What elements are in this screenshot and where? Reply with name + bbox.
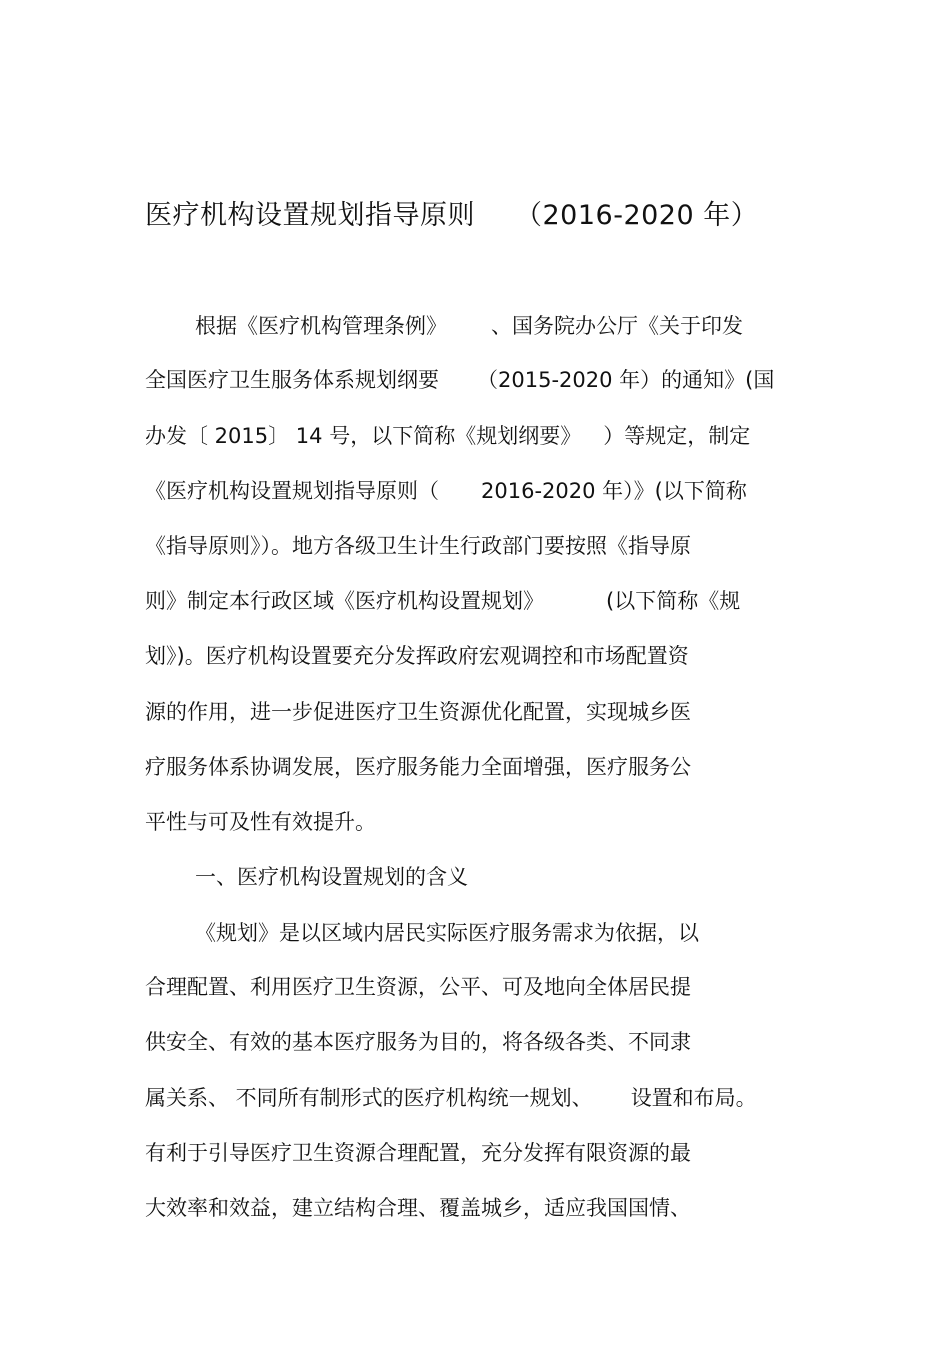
body-line: 大效率和效益，建立结构合理、覆盖城乡，适应我国国情、	[145, 1196, 691, 1220]
document-title	[145, 196, 758, 236]
body-line: 《医疗机构设置规划指导原则（ 2016-2020 年）》(以下简称	[145, 479, 747, 503]
body-line: 则》制定本行政区域《医疗机构设置规划》 (以下简称《规	[145, 589, 741, 613]
body-line: 源的作用，进一步促进医疗卫生资源优化配置，实现城乡医	[145, 700, 691, 724]
title-main: 医疗机构设置规划指导原则	[145, 200, 475, 231]
body-line: 《规划》是以区域内居民实际医疗服务需求为依据，以	[195, 921, 699, 945]
body-line: 有利于引导医疗卫生资源合理配置，充分发挥有限资源的最	[145, 1141, 691, 1165]
body-line: 《指导原则》）。地方各级卫生计生行政部门要按照《指导原	[145, 534, 691, 558]
body-line: 划》)。医疗机构设置要充分发挥政府宏观调控和市场配置资	[145, 644, 689, 668]
body-line: 供安全、有效的基本医疗服务为目的，将各级各类、不同隶	[145, 1030, 691, 1054]
body-line: 属关系、 不同所有制形式的医疗机构统一规划、 设置和布局。	[145, 1086, 757, 1110]
body-line: 全国医疗卫生服务体系规划纲要 （2015-2020 年）的通知》(国	[145, 368, 775, 392]
body-line: 疗服务体系协调发展，医疗服务能力全面增强，医疗服务公	[145, 755, 691, 779]
body-line: 根据《医疗机构管理条例》 、国务院办公厅《关于印发	[195, 314, 743, 338]
body-line: 合理配置、利用医疗卫生资源，公平、可及地向全体居民提	[145, 975, 691, 999]
title-years: （2016-2020 年）	[515, 200, 759, 231]
body-line: 办发〔 2015〕 14 号，以下简称《规划纲要》 ）等规定，制定	[145, 424, 751, 448]
body-line: 平性与可及性有效提升。	[145, 810, 376, 834]
section-heading: 一、医疗机构设置规划的含义	[195, 865, 468, 889]
